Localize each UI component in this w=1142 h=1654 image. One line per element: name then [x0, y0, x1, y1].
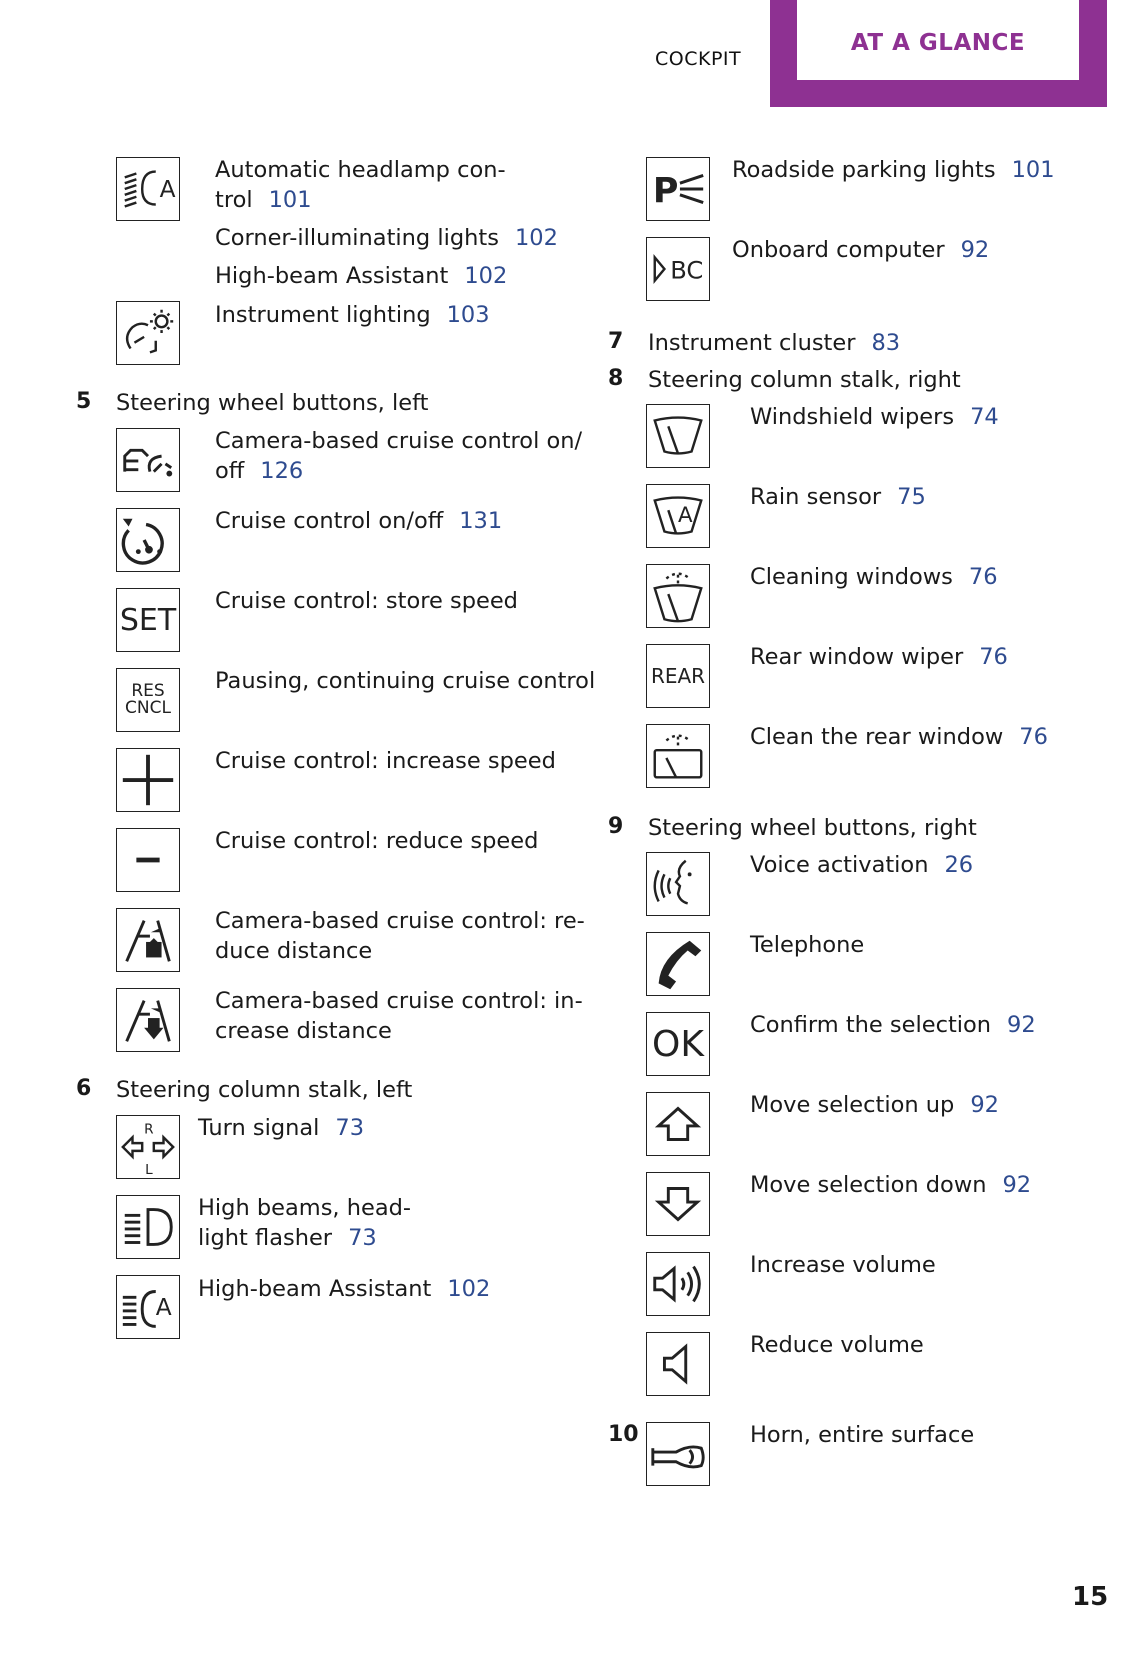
auto-letter-a: A [159, 175, 176, 203]
page-link[interactable]: 92 [1007, 1012, 1036, 1038]
rear-wiper-icon: REAR [646, 644, 710, 708]
confirm-selection-item: Confirm the selection 92 [750, 1012, 1036, 1038]
page-link[interactable]: 131 [459, 508, 503, 534]
reduce-distance-icon [116, 908, 180, 972]
rain-sensor-icon [646, 484, 710, 548]
turn-signal-icon [116, 1115, 180, 1179]
horn-icon [646, 1422, 710, 1486]
svg-text:A: A [678, 502, 693, 528]
reduce-speed-item: Cruise control: reduce speed [215, 828, 539, 854]
page-link[interactable]: 76 [979, 644, 1008, 670]
parking-lights-icon [646, 157, 710, 221]
cruise-control-item: Cruise control on/off 131 [215, 508, 503, 534]
automatic-headlamp-item: Automatic headlamp con- trol 101 [215, 157, 506, 213]
chapter-tab [770, 0, 1107, 107]
corner-lights-item: Corner-illuminating lights 102 [215, 225, 558, 251]
page-link[interactable]: 92 [970, 1092, 999, 1118]
camera-cruise-item: Camera-based cruise control on/ off 126 [215, 428, 583, 484]
res-cncl-icon: RES CNCL [116, 668, 180, 732]
page-link[interactable]: 73 [335, 1115, 365, 1141]
arrow-up-icon [646, 1092, 710, 1156]
page-link[interactable]: 75 [897, 484, 926, 510]
high-beams-item: High beams, head- light flasher 73 [198, 1195, 412, 1251]
windshield-wipers-icon [646, 404, 710, 468]
cleaning-windows-icon [646, 564, 710, 628]
section-title: Steering column stalk, left [116, 1077, 413, 1103]
clean-rear-window-icon [646, 724, 710, 788]
increase-volume-item: Increase volume [750, 1252, 936, 1278]
high-beams-icon [116, 1195, 180, 1259]
instrument-cluster-item: Instrument cluster 83 [648, 330, 901, 356]
ok-icon: OK [646, 1012, 710, 1076]
turn-signal-item: Turn signal 73 [198, 1115, 365, 1141]
volume-up-icon [646, 1252, 710, 1316]
page-number: 15 [1072, 1582, 1109, 1612]
move-down-item: Move selection down 92 [750, 1172, 1032, 1198]
camera-cruise-control-icon [116, 428, 180, 492]
page-link[interactable]: 73 [348, 1225, 377, 1251]
section-number: 8 [608, 366, 624, 391]
arrow-down-icon [646, 1172, 710, 1236]
svg-text:A: A [155, 1293, 172, 1321]
page-link[interactable]: 26 [944, 852, 974, 878]
parking-lights-item: Roadside parking lights 101 [732, 157, 1055, 183]
set-speed-icon: SET [116, 588, 180, 652]
pause-cruise-item: Pausing, continuing cruise control [215, 668, 596, 694]
automatic-headlamp-icon [116, 157, 180, 221]
rain-sensor-item: Rain sensor 75 [750, 484, 926, 510]
plus-icon [116, 748, 180, 812]
section-title: Steering wheel buttons, left [116, 390, 429, 416]
store-speed-item: Cruise control: store speed [215, 588, 518, 614]
onboard-computer-icon [646, 237, 710, 301]
page-link[interactable]: 76 [1019, 724, 1048, 750]
svg-text:BC: BC [670, 256, 704, 285]
reduce-volume-item: Reduce volume [750, 1332, 924, 1358]
increase-speed-item: Cruise control: increase speed [215, 748, 556, 774]
cruise-control-icon [116, 508, 180, 572]
svg-text:R: R [144, 1121, 154, 1138]
section-number: 5 [76, 389, 92, 414]
svg-text:L: L [145, 1162, 153, 1178]
horn-item: Horn, entire surface [750, 1422, 975, 1448]
page-link[interactable]: 101 [268, 187, 312, 213]
reduce-distance-item: Camera-based cruise control: re- duce distance [215, 908, 585, 964]
high-beam-assistant-item: High-beam Assistant 102 [215, 263, 508, 289]
page-link[interactable]: 83 [871, 330, 901, 356]
page-link[interactable]: 92 [960, 237, 990, 263]
page-link[interactable]: 76 [968, 564, 998, 590]
clean-rear-window-item: Clean the rear window 76 [750, 724, 1048, 750]
section-number: 7 [608, 329, 624, 354]
cleaning-windows-item: Cleaning windows 76 [750, 564, 998, 590]
page-link[interactable]: 74 [970, 404, 999, 430]
high-beam-assistant-2-item: High-beam Assistant 102 [198, 1276, 491, 1302]
instrument-lighting-item: Instrument lighting 103 [215, 302, 490, 328]
increase-distance-icon [116, 988, 180, 1052]
telephone-icon [646, 932, 710, 996]
increase-distance-item: Camera-based cruise control: in- crease distance [215, 988, 583, 1044]
chapter-tab-label: AT A GLANCE [797, 0, 1079, 80]
page-link[interactable]: 102 [514, 225, 558, 251]
rear-wiper-item: Rear window wiper 76 [750, 644, 1008, 670]
section-title: Steering column stalk, right [648, 367, 961, 393]
high-beam-assistant-icon [116, 1275, 180, 1339]
section-label: COCKPIT [655, 48, 742, 70]
minus-icon [116, 828, 180, 892]
onboard-computer-item: Onboard computer 92 [732, 237, 990, 263]
page-link[interactable]: 102 [464, 263, 508, 289]
svg-text:P: P [652, 171, 679, 212]
voice-activation-icon [646, 852, 710, 916]
page-link[interactable]: 101 [1011, 157, 1055, 183]
voice-activation-item: Voice activation 26 [750, 852, 974, 878]
page-link[interactable]: 126 [260, 458, 304, 484]
volume-down-icon [646, 1332, 710, 1396]
telephone-item: Telephone [750, 932, 865, 958]
page-link[interactable]: 92 [1002, 1172, 1032, 1198]
move-up-item: Move selection up 92 [750, 1092, 999, 1118]
windshield-wipers-item: Windshield wipers 74 [750, 404, 999, 430]
page-link[interactable]: 103 [446, 302, 490, 328]
page-link[interactable]: 102 [447, 1276, 491, 1302]
section-number: 6 [76, 1076, 92, 1101]
instrument-lighting-icon [116, 301, 180, 365]
section-number: 9 [608, 814, 624, 839]
section-title: Steering wheel buttons, right [648, 815, 977, 841]
section-number: 10 [608, 1422, 639, 1447]
